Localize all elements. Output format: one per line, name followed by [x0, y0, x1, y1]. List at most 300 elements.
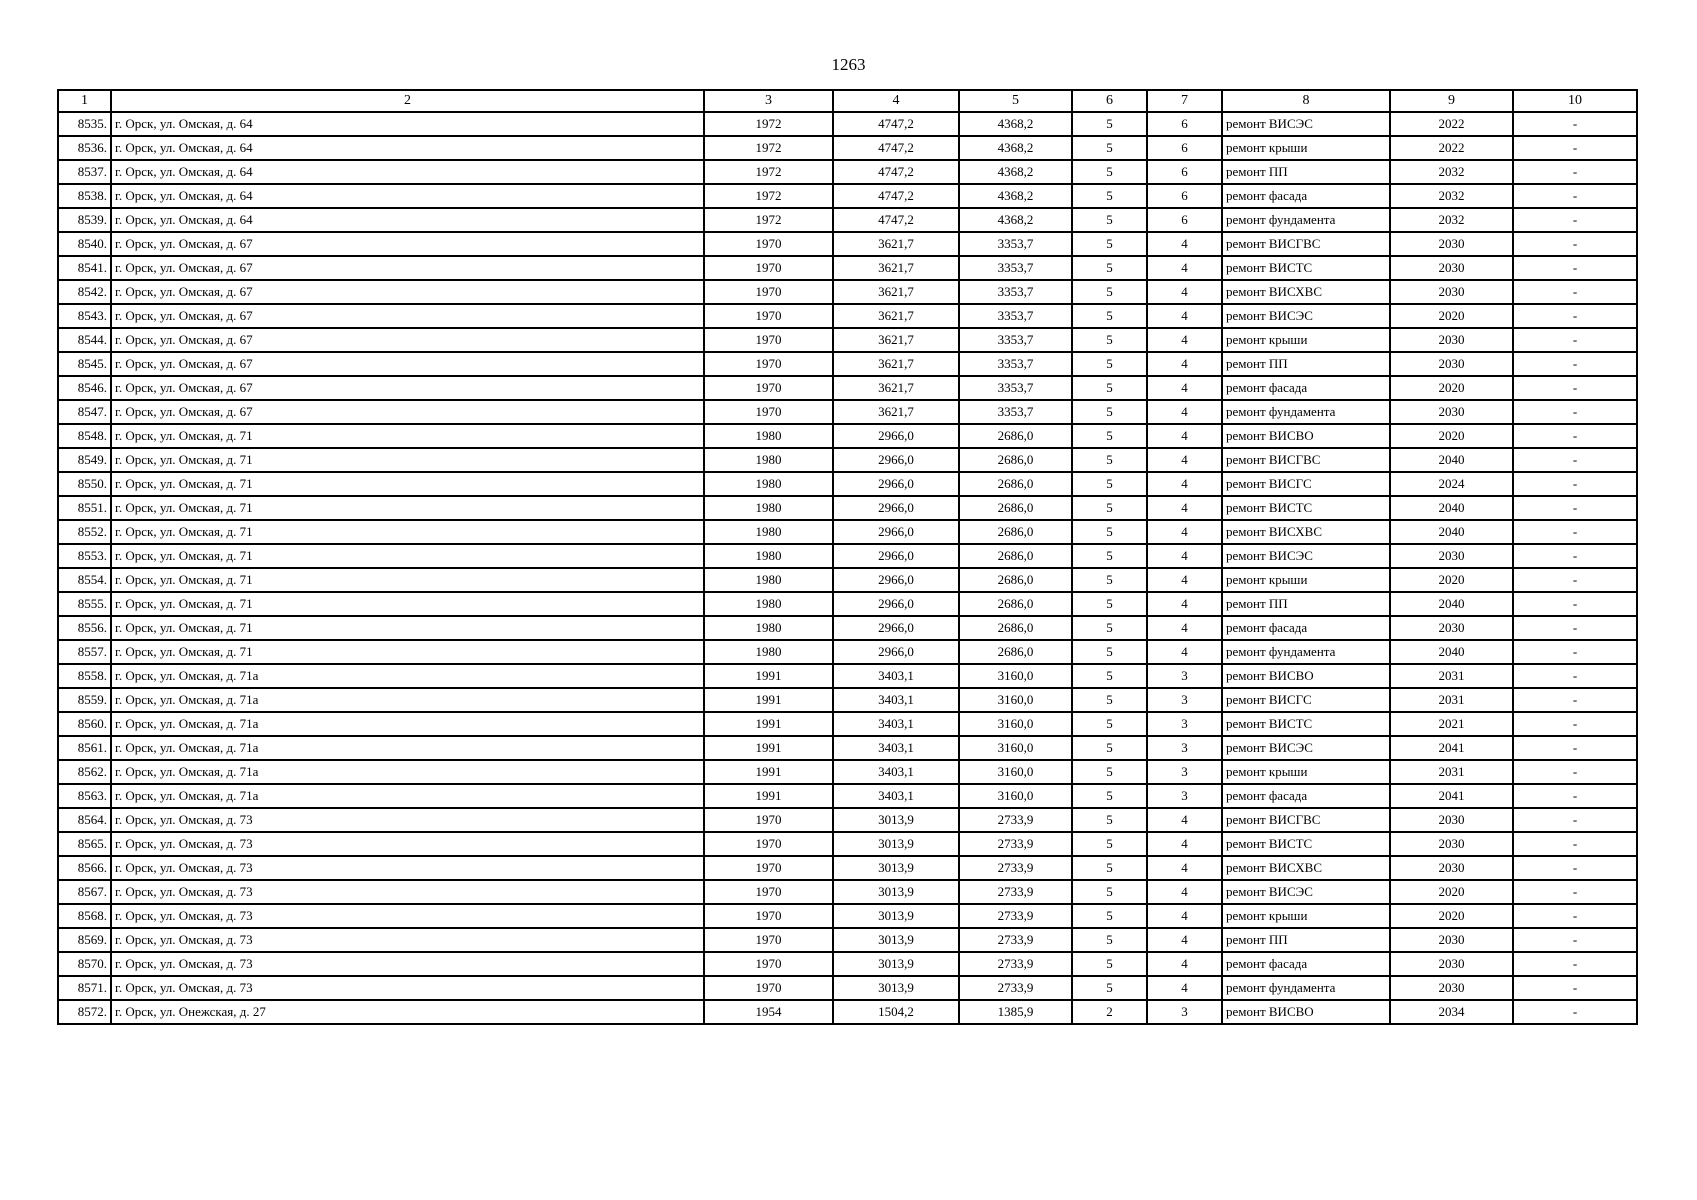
cell-planned-year: 2020: [1390, 904, 1513, 928]
cell-work-type: ремонт ВИСТС: [1222, 832, 1390, 856]
cell-address: г. Орск, ул. Омская, д. 71: [111, 472, 704, 496]
cell-work-type: ремонт ВИСХВС: [1222, 856, 1390, 880]
cell-entrances: 4: [1147, 976, 1222, 1000]
cell-entrances: 4: [1147, 376, 1222, 400]
cell-work-type: ремонт фасада: [1222, 616, 1390, 640]
registry-table: [57, 89, 1638, 1025]
cell-floors: 5: [1072, 280, 1147, 304]
table-row: [58, 856, 1637, 880]
cell-living-area: 3353,7: [959, 376, 1072, 400]
cell-note: -: [1513, 304, 1637, 328]
cell-total-area: 3013,9: [833, 904, 959, 928]
cell-floors: 5: [1072, 424, 1147, 448]
cell-floors: 5: [1072, 904, 1147, 928]
cell-row-number: 8561.: [58, 736, 111, 760]
column-header-2: 2: [111, 90, 704, 112]
cell-living-area: 2733,9: [959, 856, 1072, 880]
cell-total-area: 3621,7: [833, 328, 959, 352]
cell-address: г. Орск, ул. Омская, д. 71: [111, 448, 704, 472]
cell-entrances: 3: [1147, 760, 1222, 784]
cell-build-year: 1972: [704, 208, 833, 232]
cell-address: г. Орск, ул. Омская, д. 71: [111, 568, 704, 592]
cell-build-year: 1991: [704, 736, 833, 760]
cell-note: -: [1513, 256, 1637, 280]
cell-total-area: 2966,0: [833, 640, 959, 664]
cell-row-number: 8563.: [58, 784, 111, 808]
cell-work-type: ремонт ВИСВО: [1222, 664, 1390, 688]
table-row: [58, 136, 1637, 160]
table-row: [58, 448, 1637, 472]
cell-floors: 5: [1072, 736, 1147, 760]
cell-note: -: [1513, 520, 1637, 544]
column-header-9: 9: [1390, 90, 1513, 112]
cell-planned-year: 2040: [1390, 520, 1513, 544]
cell-work-type: ремонт фасада: [1222, 376, 1390, 400]
cell-note: -: [1513, 208, 1637, 232]
cell-row-number: 8535.: [58, 112, 111, 136]
table-row: [58, 808, 1637, 832]
cell-entrances: 4: [1147, 520, 1222, 544]
cell-entrances: 6: [1147, 136, 1222, 160]
cell-build-year: 1970: [704, 928, 833, 952]
cell-floors: 5: [1072, 184, 1147, 208]
cell-build-year: 1980: [704, 424, 833, 448]
cell-row-number: 8539.: [58, 208, 111, 232]
cell-planned-year: 2030: [1390, 928, 1513, 952]
cell-row-number: 8567.: [58, 880, 111, 904]
cell-build-year: 1970: [704, 952, 833, 976]
cell-total-area: 3013,9: [833, 832, 959, 856]
cell-entrances: 4: [1147, 616, 1222, 640]
table-row: [58, 352, 1637, 376]
cell-total-area: 4747,2: [833, 112, 959, 136]
cell-living-area: 3160,0: [959, 664, 1072, 688]
cell-floors: 5: [1072, 784, 1147, 808]
cell-living-area: 3160,0: [959, 688, 1072, 712]
cell-floors: 5: [1072, 664, 1147, 688]
cell-planned-year: 2030: [1390, 400, 1513, 424]
cell-planned-year: 2030: [1390, 544, 1513, 568]
table-row: [58, 112, 1637, 136]
cell-floors: 5: [1072, 136, 1147, 160]
cell-floors: 5: [1072, 832, 1147, 856]
cell-row-number: 8538.: [58, 184, 111, 208]
cell-work-type: ремонт фундамента: [1222, 400, 1390, 424]
cell-address: г. Орск, ул. Омская, д. 67: [111, 256, 704, 280]
cell-work-type: ремонт крыши: [1222, 136, 1390, 160]
cell-row-number: 8569.: [58, 928, 111, 952]
cell-build-year: 1970: [704, 856, 833, 880]
cell-address: г. Орск, ул. Онежская, д. 27: [111, 1000, 704, 1024]
cell-build-year: 1972: [704, 184, 833, 208]
cell-note: -: [1513, 736, 1637, 760]
column-header-10: 10: [1513, 90, 1637, 112]
cell-total-area: 3621,7: [833, 352, 959, 376]
cell-note: -: [1513, 688, 1637, 712]
cell-living-area: 2686,0: [959, 544, 1072, 568]
cell-entrances: 4: [1147, 304, 1222, 328]
cell-living-area: 3160,0: [959, 760, 1072, 784]
cell-note: -: [1513, 760, 1637, 784]
cell-planned-year: 2030: [1390, 832, 1513, 856]
cell-address: г. Орск, ул. Омская, д. 64: [111, 208, 704, 232]
cell-total-area: 2966,0: [833, 616, 959, 640]
cell-row-number: 8552.: [58, 520, 111, 544]
cell-note: -: [1513, 640, 1637, 664]
cell-note: -: [1513, 496, 1637, 520]
cell-row-number: 8542.: [58, 280, 111, 304]
cell-living-area: 2733,9: [959, 808, 1072, 832]
cell-address: г. Орск, ул. Омская, д. 71а: [111, 664, 704, 688]
cell-planned-year: 2030: [1390, 856, 1513, 880]
cell-total-area: 3403,1: [833, 664, 959, 688]
cell-floors: 5: [1072, 976, 1147, 1000]
table-row: [58, 472, 1637, 496]
cell-address: г. Орск, ул. Омская, д. 71а: [111, 688, 704, 712]
cell-living-area: 4368,2: [959, 184, 1072, 208]
cell-work-type: ремонт ВИСГВС: [1222, 232, 1390, 256]
cell-note: -: [1513, 472, 1637, 496]
cell-floors: 5: [1072, 520, 1147, 544]
cell-note: -: [1513, 328, 1637, 352]
cell-total-area: 2966,0: [833, 496, 959, 520]
cell-work-type: ремонт ВИСГС: [1222, 688, 1390, 712]
cell-total-area: 3621,7: [833, 256, 959, 280]
cell-entrances: 4: [1147, 640, 1222, 664]
cell-note: -: [1513, 664, 1637, 688]
cell-total-area: 3403,1: [833, 688, 959, 712]
cell-build-year: 1980: [704, 592, 833, 616]
cell-planned-year: 2040: [1390, 496, 1513, 520]
cell-build-year: 1980: [704, 640, 833, 664]
table-row: [58, 304, 1637, 328]
column-header-5: 5: [959, 90, 1072, 112]
table-row: [58, 400, 1637, 424]
cell-planned-year: 2030: [1390, 616, 1513, 640]
cell-total-area: 2966,0: [833, 520, 959, 544]
cell-planned-year: 2034: [1390, 1000, 1513, 1024]
cell-entrances: 4: [1147, 928, 1222, 952]
cell-note: -: [1513, 784, 1637, 808]
header-row: [58, 90, 1637, 112]
cell-entrances: 3: [1147, 736, 1222, 760]
cell-address: г. Орск, ул. Омская, д. 67: [111, 280, 704, 304]
cell-planned-year: 2020: [1390, 304, 1513, 328]
cell-note: -: [1513, 904, 1637, 928]
cell-total-area: 4747,2: [833, 184, 959, 208]
cell-work-type: ремонт ПП: [1222, 352, 1390, 376]
cell-address: г. Орск, ул. Омская, д. 71: [111, 616, 704, 640]
cell-floors: 5: [1072, 808, 1147, 832]
cell-row-number: 8549.: [58, 448, 111, 472]
cell-floors: 5: [1072, 880, 1147, 904]
cell-work-type: ремонт ПП: [1222, 592, 1390, 616]
cell-address: г. Орск, ул. Омская, д. 73: [111, 808, 704, 832]
cell-row-number: 8551.: [58, 496, 111, 520]
cell-note: -: [1513, 448, 1637, 472]
cell-address: г. Орск, ул. Омская, д. 67: [111, 376, 704, 400]
cell-row-number: 8566.: [58, 856, 111, 880]
cell-address: г. Орск, ул. Омская, д. 71: [111, 640, 704, 664]
cell-floors: 5: [1072, 568, 1147, 592]
cell-floors: 5: [1072, 256, 1147, 280]
cell-total-area: 3621,7: [833, 304, 959, 328]
cell-build-year: 1972: [704, 112, 833, 136]
cell-planned-year: 2031: [1390, 760, 1513, 784]
table-row: [58, 952, 1637, 976]
cell-entrances: 4: [1147, 856, 1222, 880]
cell-planned-year: 2030: [1390, 808, 1513, 832]
cell-build-year: 1970: [704, 400, 833, 424]
cell-address: г. Орск, ул. Омская, д. 67: [111, 400, 704, 424]
table-row: [58, 520, 1637, 544]
column-header-3: 3: [704, 90, 833, 112]
cell-work-type: ремонт ВИСТС: [1222, 712, 1390, 736]
cell-living-area: 4368,2: [959, 208, 1072, 232]
cell-address: г. Орск, ул. Омская, д. 71: [111, 424, 704, 448]
cell-planned-year: 2040: [1390, 448, 1513, 472]
cell-build-year: 1972: [704, 160, 833, 184]
cell-note: -: [1513, 160, 1637, 184]
cell-entrances: 3: [1147, 664, 1222, 688]
cell-total-area: 2966,0: [833, 472, 959, 496]
cell-floors: 5: [1072, 328, 1147, 352]
table-row: [58, 160, 1637, 184]
cell-living-area: 3353,7: [959, 232, 1072, 256]
cell-living-area: 2686,0: [959, 472, 1072, 496]
table-row: [58, 784, 1637, 808]
cell-living-area: 3353,7: [959, 256, 1072, 280]
cell-total-area: 1504,2: [833, 1000, 959, 1024]
table-row: [58, 616, 1637, 640]
cell-build-year: 1980: [704, 496, 833, 520]
cell-build-year: 1970: [704, 808, 833, 832]
cell-floors: 5: [1072, 640, 1147, 664]
cell-work-type: ремонт ВИСЭС: [1222, 736, 1390, 760]
cell-floors: 5: [1072, 496, 1147, 520]
cell-work-type: ремонт ВИСТС: [1222, 496, 1390, 520]
cell-total-area: 3013,9: [833, 856, 959, 880]
cell-entrances: 4: [1147, 832, 1222, 856]
table-row: [58, 592, 1637, 616]
cell-address: г. Орск, ул. Омская, д. 73: [111, 904, 704, 928]
cell-entrances: 4: [1147, 808, 1222, 832]
cell-living-area: 2686,0: [959, 568, 1072, 592]
cell-floors: 5: [1072, 928, 1147, 952]
cell-entrances: 4: [1147, 496, 1222, 520]
cell-work-type: ремонт крыши: [1222, 760, 1390, 784]
cell-living-area: 2733,9: [959, 952, 1072, 976]
table-row: [58, 256, 1637, 280]
cell-floors: 5: [1072, 304, 1147, 328]
table-row: [58, 568, 1637, 592]
cell-total-area: 3621,7: [833, 280, 959, 304]
cell-total-area: 3403,1: [833, 784, 959, 808]
cell-planned-year: 2030: [1390, 976, 1513, 1000]
cell-build-year: 1980: [704, 616, 833, 640]
table-row: [58, 328, 1637, 352]
cell-work-type: ремонт ВИСВО: [1222, 1000, 1390, 1024]
cell-build-year: 1980: [704, 472, 833, 496]
cell-living-area: 2733,9: [959, 928, 1072, 952]
cell-row-number: 8556.: [58, 616, 111, 640]
table-row: [58, 880, 1637, 904]
column-header-4: 4: [833, 90, 959, 112]
cell-build-year: 1970: [704, 232, 833, 256]
cell-planned-year: 2030: [1390, 352, 1513, 376]
table-row: [58, 928, 1637, 952]
cell-planned-year: 2030: [1390, 256, 1513, 280]
cell-note: -: [1513, 232, 1637, 256]
column-header-6: 6: [1072, 90, 1147, 112]
cell-floors: 5: [1072, 952, 1147, 976]
cell-living-area: 2686,0: [959, 520, 1072, 544]
cell-work-type: ремонт ВИСТС: [1222, 256, 1390, 280]
cell-work-type: ремонт ВИСГВС: [1222, 448, 1390, 472]
table-row: [58, 424, 1637, 448]
column-header-8: 8: [1222, 90, 1390, 112]
cell-floors: 5: [1072, 760, 1147, 784]
cell-work-type: ремонт ВИСЭС: [1222, 112, 1390, 136]
cell-work-type: ремонт ВИСХВС: [1222, 280, 1390, 304]
cell-floors: 5: [1072, 160, 1147, 184]
cell-address: г. Орск, ул. Омская, д. 71: [111, 496, 704, 520]
cell-planned-year: 2031: [1390, 688, 1513, 712]
cell-planned-year: 2031: [1390, 664, 1513, 688]
cell-total-area: 2966,0: [833, 544, 959, 568]
cell-build-year: 1970: [704, 904, 833, 928]
cell-floors: 5: [1072, 208, 1147, 232]
cell-work-type: ремонт ПП: [1222, 160, 1390, 184]
cell-entrances: 4: [1147, 544, 1222, 568]
cell-address: г. Орск, ул. Омская, д. 71а: [111, 712, 704, 736]
table-body: [58, 112, 1637, 1024]
table-row: [58, 904, 1637, 928]
cell-planned-year: 2030: [1390, 952, 1513, 976]
cell-address: г. Орск, ул. Омская, д. 71а: [111, 784, 704, 808]
cell-build-year: 1991: [704, 664, 833, 688]
column-header-7: 7: [1147, 90, 1222, 112]
cell-note: -: [1513, 856, 1637, 880]
cell-address: г. Орск, ул. Омская, д. 73: [111, 832, 704, 856]
cell-row-number: 8536.: [58, 136, 111, 160]
table-header: [58, 90, 1637, 112]
cell-floors: 5: [1072, 688, 1147, 712]
table-row: [58, 184, 1637, 208]
cell-row-number: 8570.: [58, 952, 111, 976]
cell-living-area: 2686,0: [959, 448, 1072, 472]
cell-total-area: 3013,9: [833, 808, 959, 832]
cell-entrances: 4: [1147, 232, 1222, 256]
cell-note: -: [1513, 832, 1637, 856]
cell-address: г. Орск, ул. Омская, д. 67: [111, 304, 704, 328]
cell-row-number: 8557.: [58, 640, 111, 664]
cell-build-year: 1980: [704, 568, 833, 592]
cell-planned-year: 2030: [1390, 280, 1513, 304]
cell-living-area: 4368,2: [959, 112, 1072, 136]
cell-note: -: [1513, 568, 1637, 592]
cell-row-number: 8559.: [58, 688, 111, 712]
cell-floors: 5: [1072, 712, 1147, 736]
cell-floors: 2: [1072, 1000, 1147, 1024]
cell-build-year: 1970: [704, 280, 833, 304]
table-row: [58, 832, 1637, 856]
cell-planned-year: 2020: [1390, 376, 1513, 400]
cell-address: г. Орск, ул. Омская, д. 64: [111, 184, 704, 208]
cell-living-area: 2686,0: [959, 640, 1072, 664]
cell-work-type: ремонт ВИСЭС: [1222, 304, 1390, 328]
cell-floors: 5: [1072, 472, 1147, 496]
cell-planned-year: 2032: [1390, 184, 1513, 208]
cell-row-number: 8550.: [58, 472, 111, 496]
cell-total-area: 3621,7: [833, 232, 959, 256]
cell-address: г. Орск, ул. Омская, д. 73: [111, 928, 704, 952]
cell-entrances: 4: [1147, 352, 1222, 376]
cell-planned-year: 2041: [1390, 784, 1513, 808]
cell-living-area: 3353,7: [959, 280, 1072, 304]
cell-entrances: 4: [1147, 328, 1222, 352]
cell-note: -: [1513, 592, 1637, 616]
table-row: [58, 736, 1637, 760]
cell-row-number: 8572.: [58, 1000, 111, 1024]
cell-address: г. Орск, ул. Омская, д. 67: [111, 352, 704, 376]
cell-planned-year: 2024: [1390, 472, 1513, 496]
cell-floors: 5: [1072, 592, 1147, 616]
cell-work-type: ремонт фундамента: [1222, 640, 1390, 664]
cell-address: г. Орск, ул. Омская, д. 71а: [111, 760, 704, 784]
cell-build-year: 1970: [704, 256, 833, 280]
cell-row-number: 8568.: [58, 904, 111, 928]
table-row: [58, 760, 1637, 784]
cell-floors: 5: [1072, 232, 1147, 256]
cell-entrances: 4: [1147, 400, 1222, 424]
cell-note: -: [1513, 976, 1637, 1000]
cell-floors: 5: [1072, 376, 1147, 400]
cell-entrances: 4: [1147, 256, 1222, 280]
cell-build-year: 1972: [704, 136, 833, 160]
cell-row-number: 8547.: [58, 400, 111, 424]
cell-entrances: 6: [1147, 184, 1222, 208]
cell-living-area: 2686,0: [959, 592, 1072, 616]
cell-address: г. Орск, ул. Омская, д. 73: [111, 952, 704, 976]
cell-total-area: 3013,9: [833, 952, 959, 976]
cell-note: -: [1513, 136, 1637, 160]
cell-work-type: ремонт фундамента: [1222, 208, 1390, 232]
cell-entrances: 4: [1147, 952, 1222, 976]
cell-row-number: 8560.: [58, 712, 111, 736]
cell-work-type: ремонт фасада: [1222, 184, 1390, 208]
cell-living-area: 4368,2: [959, 160, 1072, 184]
cell-build-year: 1980: [704, 448, 833, 472]
cell-planned-year: 2030: [1390, 232, 1513, 256]
cell-row-number: 8543.: [58, 304, 111, 328]
cell-entrances: 4: [1147, 592, 1222, 616]
cell-build-year: 1970: [704, 976, 833, 1000]
cell-work-type: ремонт ВИСГВС: [1222, 808, 1390, 832]
cell-row-number: 8546.: [58, 376, 111, 400]
table-row: [58, 376, 1637, 400]
cell-entrances: 4: [1147, 280, 1222, 304]
cell-build-year: 1991: [704, 784, 833, 808]
cell-work-type: ремонт крыши: [1222, 904, 1390, 928]
cell-address: г. Орск, ул. Омская, д. 67: [111, 232, 704, 256]
cell-living-area: 2733,9: [959, 880, 1072, 904]
cell-address: г. Орск, ул. Омская, д. 71: [111, 520, 704, 544]
table-row: [58, 688, 1637, 712]
cell-note: -: [1513, 712, 1637, 736]
cell-row-number: 8537.: [58, 160, 111, 184]
cell-build-year: 1970: [704, 832, 833, 856]
